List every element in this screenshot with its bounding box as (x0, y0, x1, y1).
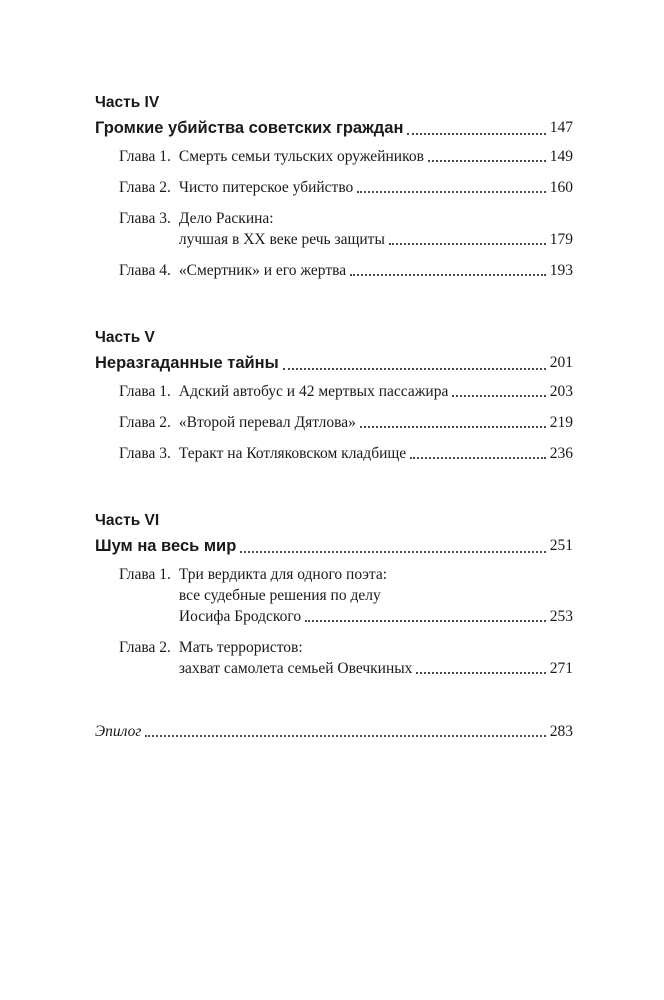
chapter-number: Глава 1. (119, 383, 171, 400)
chapter-list (95, 564, 573, 679)
dot-leader (350, 274, 546, 276)
page-number: 283 (549, 723, 573, 740)
part-label: Часть VI (95, 512, 160, 529)
chapter-entry[interactable] (119, 146, 573, 167)
part-iv (95, 92, 573, 281)
chapter-title: «Второй перевал Дятлова» (178, 414, 356, 431)
chapter-title-line: лучшая в XX веке речь защиты (178, 231, 385, 248)
chapter-number: Глава 1. (119, 566, 171, 583)
part-label: Часть IV (95, 94, 160, 111)
page-number: 201 (549, 354, 573, 371)
chapter-title-line: Иосифа Бродского (178, 608, 302, 625)
part-title: Неразгаданные тайны (95, 354, 279, 372)
chapter-entry[interactable] (119, 412, 573, 433)
chapter-number: Глава 4. (119, 262, 171, 279)
chapter-number: Глава 3. (119, 210, 171, 227)
dot-leader (428, 160, 546, 162)
page-number: 251 (549, 537, 573, 554)
chapter-entry[interactable] (119, 637, 573, 679)
chapter-title-line: все судебные решения по делу (178, 587, 381, 604)
dot-leader (360, 426, 546, 428)
chapter-title: Адский автобус и 42 мертвых пассажира (178, 383, 449, 400)
chapter-entry[interactable] (119, 564, 573, 627)
chapter-title-line: Три вердикта для одного поэта: (178, 566, 388, 583)
chapter-list (95, 146, 573, 281)
table-of-contents (95, 92, 573, 742)
chapter-title-line: Дело Раскина: (178, 210, 274, 227)
page-number: 271 (549, 660, 573, 677)
dot-leader (410, 457, 546, 459)
dot-leader (452, 395, 545, 397)
part-v (95, 327, 573, 464)
chapter-number: Глава 2. (119, 414, 171, 431)
chapter-entry[interactable] (119, 443, 573, 464)
page-number: 253 (549, 608, 573, 625)
dot-leader (416, 672, 545, 674)
epilogue-entry[interactable] (95, 721, 573, 742)
chapter-entry[interactable] (119, 208, 573, 250)
part-vi (95, 510, 573, 679)
page-number: 236 (549, 445, 573, 462)
page-number: 193 (549, 262, 573, 279)
chapter-title: Теракт на Котляковском кладбище (178, 445, 407, 462)
dot-leader (240, 551, 545, 553)
page-number: 203 (549, 383, 573, 400)
chapter-title: Смерть семьи тульских оружейников (178, 148, 424, 165)
chapter-number: Глава 2. (119, 179, 171, 196)
dot-leader (305, 620, 546, 622)
chapter-title-line: захват самолета семьей Овечкиных (178, 660, 413, 677)
page-number: 179 (549, 231, 573, 248)
part-title-entry[interactable] (95, 351, 573, 375)
part-title-entry[interactable] (95, 116, 573, 140)
dot-leader (407, 133, 545, 135)
part-title-entry[interactable] (95, 534, 573, 558)
chapter-entry[interactable] (119, 381, 573, 402)
page-number: 219 (549, 414, 573, 431)
chapter-entry[interactable] (119, 260, 573, 281)
chapter-number: Глава 1. (119, 148, 171, 165)
page-number: 147 (549, 119, 573, 136)
chapter-number: Глава 3. (119, 445, 171, 462)
chapter-title: «Смертник» и его жертва (178, 262, 347, 279)
chapter-title-line: Мать террористов: (178, 639, 303, 656)
epilogue-title: Эпилог (95, 723, 142, 740)
dot-leader (283, 368, 546, 370)
part-title: Громкие убийства советских граждан (95, 119, 404, 137)
page-number: 149 (549, 148, 573, 165)
chapter-number: Глава 2. (119, 639, 171, 656)
dot-leader (145, 735, 545, 737)
page-number: 160 (549, 179, 573, 196)
chapter-entry[interactable] (119, 177, 573, 198)
part-title: Шум на весь мир (95, 537, 237, 555)
dot-leader (389, 243, 546, 245)
chapter-list (95, 381, 573, 464)
part-label: Часть V (95, 329, 155, 346)
chapter-title: Чисто питерское убийство (178, 179, 354, 196)
dot-leader (357, 191, 545, 193)
